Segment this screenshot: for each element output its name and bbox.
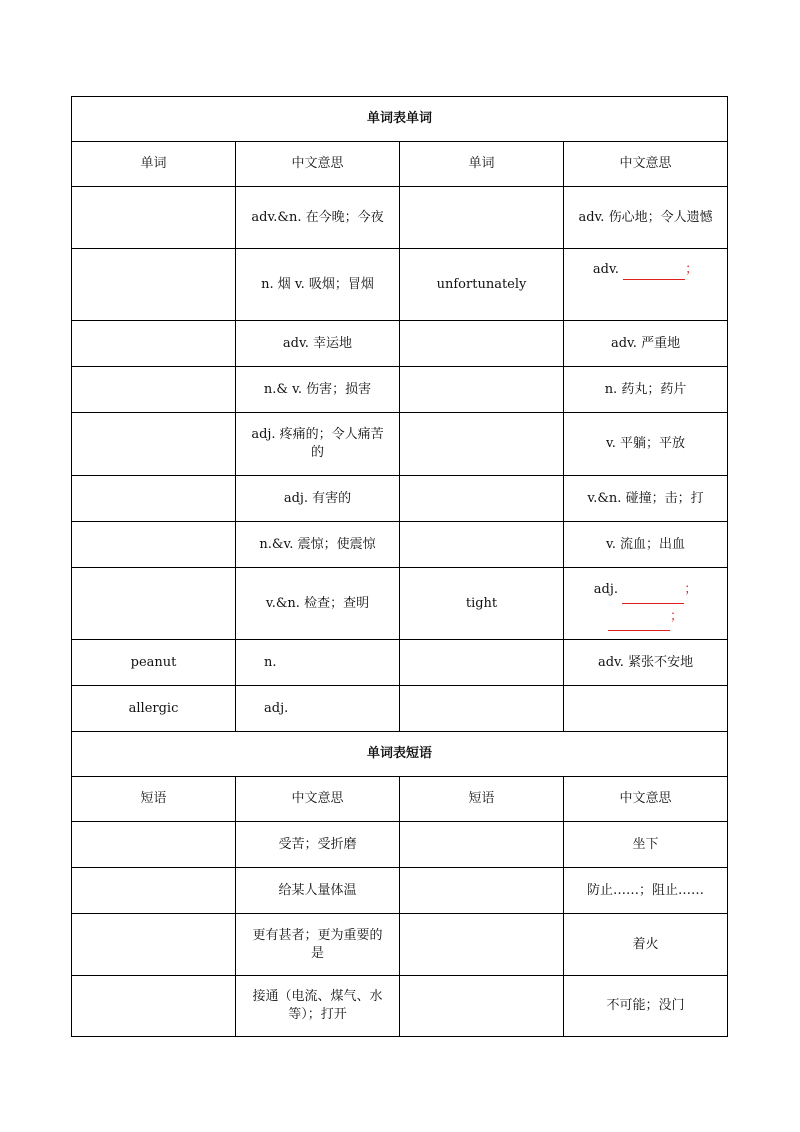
- meaning-cell: adv. 紧张不安地: [564, 640, 728, 686]
- word-cell[interactable]: [72, 413, 236, 476]
- word-cell[interactable]: [400, 321, 564, 367]
- meaning-cell: adv. 伤心地；令人遗憾: [564, 187, 728, 249]
- meaning-cell: 接通（电流、煤气、水等）；打开: [236, 976, 400, 1037]
- meaning-cell: adv. 严重地: [564, 321, 728, 367]
- meaning-cell: adv.&n. 在今晚；今夜: [236, 187, 400, 249]
- word-cell: tight: [400, 568, 564, 640]
- word-cell[interactable]: [400, 367, 564, 413]
- word-cell[interactable]: [72, 367, 236, 413]
- header-phrase: 短语: [72, 777, 236, 822]
- phrase-cell[interactable]: [400, 976, 564, 1037]
- meaning-cell: adj. 有害的: [236, 476, 400, 522]
- word-cell[interactable]: [72, 522, 236, 568]
- pos-label: adv.: [592, 262, 619, 277]
- meaning-cell: adj.: [236, 686, 400, 732]
- word-cell: peanut: [72, 640, 236, 686]
- word-cell[interactable]: [72, 249, 236, 321]
- blank-separator: ；: [684, 581, 698, 597]
- answer-blank[interactable]: [623, 261, 685, 280]
- header-meaning: 中文意思: [564, 142, 728, 187]
- blank-separator: ；: [685, 262, 699, 277]
- meaning-cell: 给某人量体温: [236, 868, 400, 914]
- meaning-cell: n.: [236, 640, 400, 686]
- header-meaning: 中文意思: [236, 142, 400, 187]
- word-cell[interactable]: [400, 476, 564, 522]
- section-title-words: 单词表单词: [72, 97, 728, 142]
- word-cell[interactable]: [72, 321, 236, 367]
- header-word: 单词: [72, 142, 236, 187]
- phrase-cell[interactable]: [72, 914, 236, 976]
- meaning-cell[interactable]: [564, 686, 728, 732]
- meaning-cell: v. 流血；出血: [564, 522, 728, 568]
- word-cell[interactable]: [400, 413, 564, 476]
- word-cell: unfortunately: [400, 249, 564, 321]
- word-cell[interactable]: [400, 640, 564, 686]
- meaning-cell: adj. 疼痛的；令人痛苦的: [236, 413, 400, 476]
- meaning-cell: v.&n. 检查；查明: [236, 568, 400, 640]
- phrase-cell[interactable]: [400, 914, 564, 976]
- meaning-cell: n. 药丸；药片: [564, 367, 728, 413]
- word-cell[interactable]: [72, 187, 236, 249]
- phrase-cell[interactable]: [72, 976, 236, 1037]
- meaning-cell: adv. 幸运地: [236, 321, 400, 367]
- word-cell[interactable]: [72, 476, 236, 522]
- word-cell[interactable]: [400, 522, 564, 568]
- meaning-cell: n.&v. 震惊；使震惊: [236, 522, 400, 568]
- meaning-cell: 着火: [564, 914, 728, 976]
- meaning-cell: 更有甚者；更为重要的是: [236, 914, 400, 976]
- word-cell[interactable]: [400, 686, 564, 732]
- phrase-cell[interactable]: [400, 822, 564, 868]
- phrase-cell[interactable]: [72, 868, 236, 914]
- answer-blank[interactable]: [622, 577, 684, 604]
- header-meaning: 中文意思: [236, 777, 400, 822]
- word-cell[interactable]: [400, 187, 564, 249]
- phrase-cell[interactable]: [400, 868, 564, 914]
- answer-blank[interactable]: [608, 604, 670, 631]
- phrase-cell[interactable]: [72, 822, 236, 868]
- meaning-cell: n. 烟 v. 吸烟；冒烟: [236, 249, 400, 321]
- meaning-cell-fill-blank: [564, 249, 728, 321]
- meaning-cell: 受苦；受折磨: [236, 822, 400, 868]
- section-title-phrases: 单词表短语: [72, 732, 728, 777]
- pos-label: adj.: [593, 581, 619, 597]
- meaning-cell-fill-blank: [564, 568, 728, 640]
- vocabulary-table: [71, 96, 728, 1037]
- header-word: 单词: [400, 142, 564, 187]
- word-cell[interactable]: [72, 568, 236, 640]
- word-cell: allergic: [72, 686, 236, 732]
- header-meaning: 中文意思: [564, 777, 728, 822]
- blank-separator: ；: [670, 608, 684, 624]
- meaning-cell: n.& v. 伤害；损害: [236, 367, 400, 413]
- header-phrase: 短语: [400, 777, 564, 822]
- meaning-cell: v. 平躺；平放: [564, 413, 728, 476]
- meaning-cell: v.&n. 碰撞；击；打: [564, 476, 728, 522]
- meaning-cell: 防止……；阻止……: [564, 868, 728, 914]
- meaning-cell: 不可能；没门: [564, 976, 728, 1037]
- meaning-cell: 坐下: [564, 822, 728, 868]
